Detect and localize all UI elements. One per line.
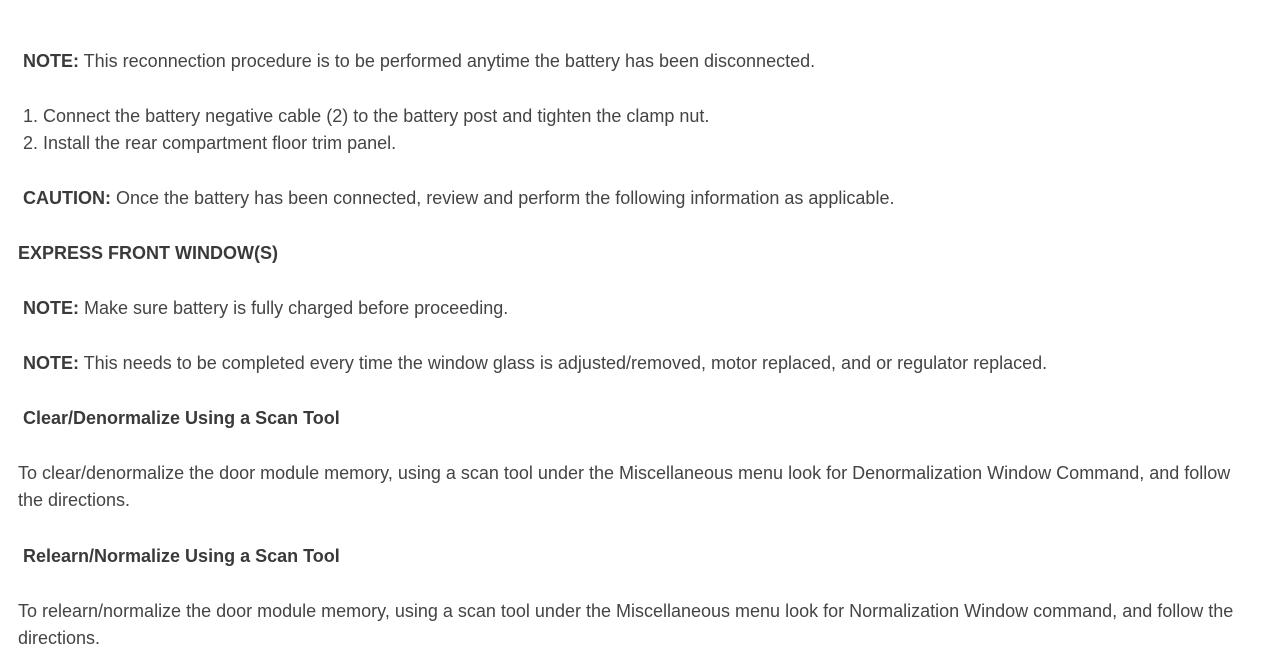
- note-reconnection: [18, 48, 815, 75]
- step-1: 1. Connect the battery negative cable (2) to the battery post and tighten the clamp nut.: [23, 106, 710, 126]
- note-text: This reconnection procedure is to be performed anytime the battery has been disconnected.: [79, 51, 816, 71]
- caution-note: [18, 185, 894, 212]
- clear-heading: Clear/Denormalize Using a Scan Tool: [23, 408, 340, 428]
- caution-label: CAUTION:: [23, 188, 111, 208]
- relearn-heading: Relearn/Normalize Using a Scan Tool: [23, 546, 340, 566]
- clear-paragraph: To clear/denormalize the door module memory, using a scan tool under the Miscellaneous menu look for Denormalization Window Command, and follow the directions.: [18, 463, 1231, 510]
- note-text: Make sure battery is fully charged before proceeding.: [79, 298, 509, 318]
- step-2: 2. Install the rear compartment floor trim panel.: [23, 133, 397, 153]
- note-battery-charged: [18, 295, 508, 322]
- note-text: This needs to be completed every time the window glass is adjusted/removed, motor replaced, and or regulator replaced.: [79, 353, 1048, 373]
- section-title: EXPRESS FRONT WINDOW(S): [18, 243, 278, 263]
- note-completion: [18, 350, 1047, 377]
- note-label: NOTE:: [23, 51, 79, 71]
- relearn-paragraph: To relearn/normalize the door module memory, using a scan tool under the Miscellaneous menu look for Normalization Window command, and follow the directions.: [18, 601, 1234, 648]
- caution-text: Once the battery has been connected, review and perform the following information as applicable.: [111, 188, 895, 208]
- note-label: NOTE:: [23, 298, 79, 318]
- note-label: NOTE:: [23, 353, 79, 373]
